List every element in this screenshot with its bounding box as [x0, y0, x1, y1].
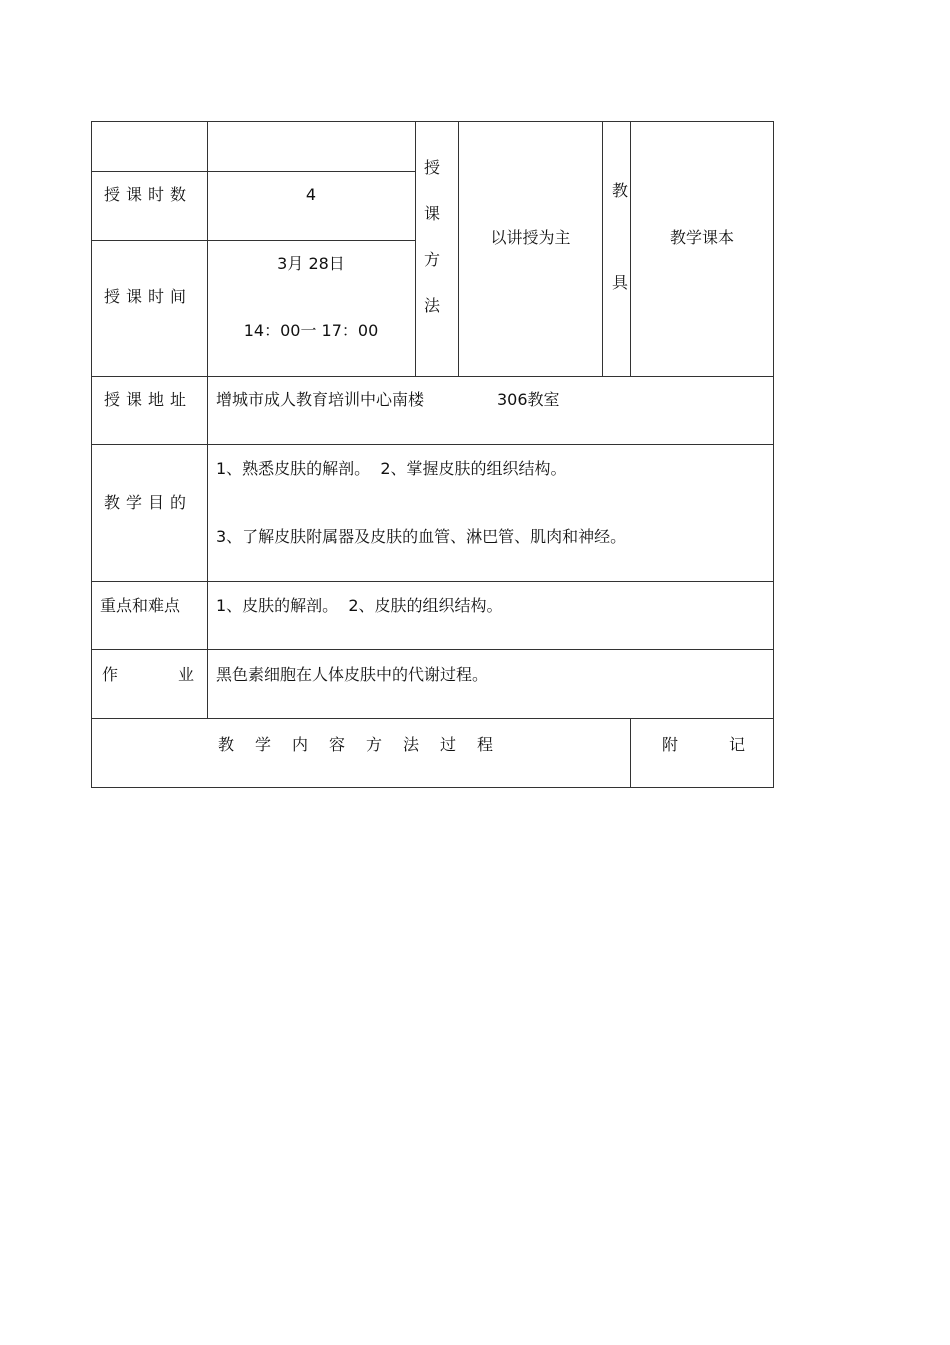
table-rule [415, 121, 416, 376]
method-label-char: 授 [424, 158, 441, 177]
table-rule [91, 444, 774, 445]
table-border-left [91, 121, 92, 788]
time-label: 授课时间 [104, 287, 193, 306]
hours-value: 4 [305, 185, 317, 204]
notes-header: 附 [662, 735, 679, 754]
table-rule [630, 718, 631, 787]
table-rule [91, 581, 774, 582]
table-rule [91, 376, 774, 377]
table-border-bottom [91, 787, 774, 788]
method-label-char: 课 [424, 204, 441, 223]
key-points-label: 重点和难点 [100, 596, 181, 615]
table-rule [91, 649, 774, 650]
time-range: 14：00一 17：00 [243, 321, 379, 340]
goal-line-2: 3、了解皮肤附属器及皮肤的血管、淋巴管、肌肉和神经。 [216, 527, 627, 546]
goal-label: 教学目的 [104, 493, 193, 512]
table-rule [602, 121, 603, 376]
notes-header: 记 [729, 735, 746, 754]
method-value: 以讲授为主 [490, 228, 571, 247]
tools-label-char: 具 [612, 273, 629, 292]
goal-line-1: 1、熟悉皮肤的解剖。 2、掌握皮肤的组织结构。 [216, 459, 567, 478]
table-rule [207, 121, 208, 718]
time-date: 3月 28日 [277, 254, 345, 273]
address-value: 增城市成人教育培训中心南楼 [216, 390, 425, 409]
table-rule [458, 121, 459, 376]
table-rule [630, 121, 631, 376]
homework-label: 作 [102, 665, 119, 684]
homework-value: 黑色素细胞在人体皮肤中的代谢过程。 [216, 665, 489, 684]
method-label-char: 方 [424, 250, 441, 269]
address-room: 306教室 [497, 390, 560, 409]
table-border-top [91, 121, 774, 122]
method-label-char: 法 [424, 296, 441, 315]
homework-label: 业 [178, 665, 195, 684]
table-rule [91, 240, 415, 241]
table-border-right [773, 121, 774, 788]
table-rule [91, 171, 415, 172]
tools-value: 教学课本 [669, 228, 734, 247]
hours-label: 授课时数 [104, 185, 193, 204]
address-label: 授课地址 [104, 390, 193, 409]
key-points-value: 1、皮肤的解剖。 2、皮肤的组织结构。 [216, 596, 503, 615]
process-header: 教学内容方法过程 [218, 735, 515, 754]
tools-label-char: 教 [612, 181, 629, 200]
table-rule [91, 718, 774, 719]
